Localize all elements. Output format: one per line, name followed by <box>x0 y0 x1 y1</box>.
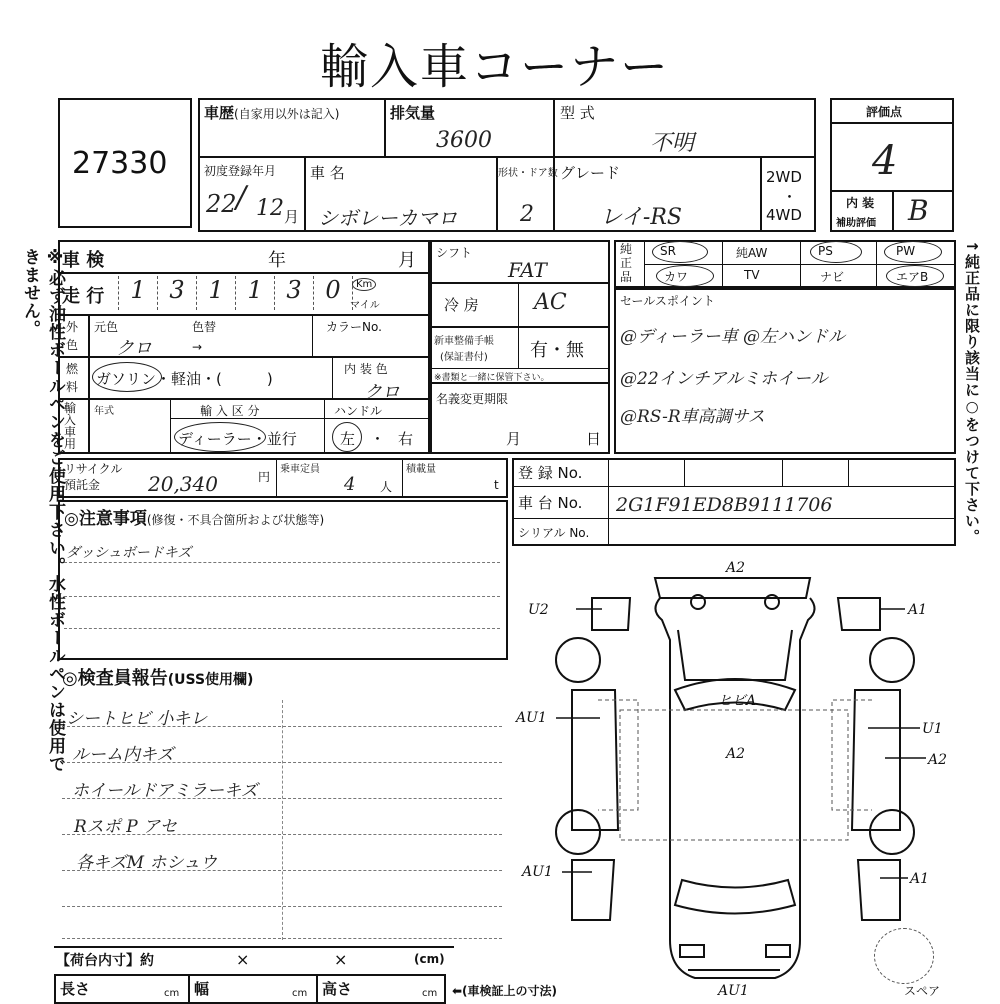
inspection-month-label: 月 <box>398 250 416 271</box>
recycle-unit: 円 <box>258 470 271 484</box>
cargo-x1: × <box>236 950 250 969</box>
name-change-label: 名義変更期限 <box>436 392 509 406</box>
genuine-circle <box>652 241 708 263</box>
handle-left-circle <box>332 422 362 452</box>
manual-label-1: 新車整備手帳 <box>434 336 494 347</box>
chassis-no-label: 車 台 No. <box>518 494 583 512</box>
handle-left: 左 <box>340 430 356 448</box>
ac-label: 冷 房 <box>444 296 479 314</box>
genuine-item: エアB <box>896 270 929 284</box>
car-name-value: シボレーカマロ <box>318 206 458 230</box>
import-year-label: 年式 <box>94 406 114 417</box>
inspector-item: ルーム内キズ <box>72 745 174 765</box>
model-value: 不明 <box>650 131 695 156</box>
sales-point-item: @RS-R車高調サス <box>620 407 765 427</box>
color-no-label: カラーNo. <box>326 320 382 334</box>
grade-label: グレード <box>560 164 621 182</box>
spare-label: スペア <box>904 984 941 998</box>
grade-value: レイ-RS <box>600 205 682 230</box>
mileage-digit: 1 <box>196 276 235 310</box>
dims-note: ⬅(車検証上の寸法) <box>452 984 558 998</box>
inspector-item: Rスポ P アセ <box>74 817 177 837</box>
left-side-note: ※必ず油性ボールペンをご使用下さい。水性ボールペンは使用できません。 <box>20 248 65 773</box>
first-registration-label: 初度登録年月 <box>204 164 277 178</box>
cargo-label: 【荷台内寸】約 <box>56 953 154 969</box>
dims-width: 幅 <box>194 980 210 998</box>
manual-note: ※書類と一緒に保管下さい。 <box>434 373 550 383</box>
interior-color-value: クロ <box>364 382 400 403</box>
handle-dot: ・ <box>370 430 386 448</box>
name-change-month: 月 <box>506 430 522 448</box>
capacity-unit: 人 <box>380 480 393 494</box>
diagram-label: U1 <box>922 721 943 737</box>
serial-no-label: シリアル No. <box>518 526 590 540</box>
mileage-digit: 3 <box>157 276 196 310</box>
exterior-color-value: クロ <box>116 338 152 359</box>
handle-label: ハンドル <box>334 404 383 418</box>
right-side-note: ↑純正品に限り該当に○をつけて下さい。 <box>963 240 981 545</box>
exterior-color-label-2: 色 <box>66 338 79 352</box>
diagram-label: A2 <box>726 746 746 762</box>
exterior-original-label: 元色 <box>94 320 119 334</box>
diagram-label: A2 <box>726 560 746 576</box>
interior-score-label-2: 補助評価 <box>836 218 876 229</box>
inspector-item: 各キズM ホシュウ <box>76 853 218 873</box>
registration-no-label: 登 録 No. <box>518 464 583 482</box>
genuine-circle <box>810 241 862 263</box>
model-label: 型 式 <box>560 104 595 122</box>
mileage-digit: 3 <box>274 276 313 310</box>
drive-2wd: 2WD <box>766 168 802 186</box>
diagram-label: U2 <box>528 602 549 618</box>
genuine-item: カワ <box>664 270 689 284</box>
sales-points-label: セールスポイント <box>620 294 715 308</box>
dims-length-cm: cm <box>164 988 180 999</box>
load-label: 積載量 <box>406 464 436 475</box>
interior-score-value: B <box>908 194 929 227</box>
mileage-unit-mile: マイル <box>350 300 380 311</box>
history-label: 車歴 <box>204 104 235 122</box>
genuine-item: ナビ <box>820 270 845 284</box>
inspection-label: 車 検 <box>62 250 105 271</box>
displacement-label: 排気量 <box>390 104 436 122</box>
interior-score-label-1: 内 装 <box>846 196 875 210</box>
exterior-arrow: → <box>192 340 203 354</box>
mileage-digit: 0 <box>313 276 353 310</box>
handle-right: 右 <box>398 430 414 448</box>
drive-4wd: 4WD <box>766 206 802 224</box>
score-label: 評価点 <box>866 105 903 119</box>
inspector-label: ◎検査員報告 <box>62 668 168 689</box>
inspector-item: シートヒビ 小キレ <box>66 709 208 729</box>
first-registration-slash: / <box>236 180 247 215</box>
genuine-item: PS <box>818 244 833 258</box>
name-change-day: 日 <box>586 430 602 448</box>
recycle-value: 20,340 <box>148 472 218 496</box>
diagram-label: ヒビA <box>718 693 757 709</box>
history-note: (自家用以外は記入) <box>234 107 340 121</box>
exterior-change-label: 色替 <box>192 320 217 334</box>
genuine-item: PW <box>896 244 916 258</box>
recycle-label-2: 預託金 <box>64 478 101 492</box>
import-division-label: 輸 入 区 分 <box>200 404 260 418</box>
dims-height-cm: cm <box>422 988 438 999</box>
dims-length: 長さ <box>60 980 91 998</box>
genuine-label: 純正品 <box>620 242 633 284</box>
inspection-year-label: 年 <box>268 250 286 271</box>
dims-width-cm: cm <box>292 988 308 999</box>
sheet-title: 輸入車コーナー <box>320 39 671 95</box>
genuine-item: SR <box>660 244 676 258</box>
genuine-circle <box>886 265 944 287</box>
drive-dot: ・ <box>782 188 798 206</box>
fuel-label-1: 燃 <box>66 362 79 376</box>
capacity-value: 4 <box>344 474 356 495</box>
inspector-sub: (USS使用欄) <box>167 672 254 688</box>
spare-tire-circle <box>874 928 934 984</box>
diagram-label: A1 <box>910 871 930 887</box>
import-division-options: ディーラー・並行 <box>178 430 297 448</box>
mileage-label: 走 行 <box>62 286 105 307</box>
diagram-label: AU1 <box>718 983 749 999</box>
genuine-circle <box>656 265 714 287</box>
body-doors-value: 2 <box>520 202 534 227</box>
ac-value: AC <box>534 290 567 315</box>
manual-value: 有・無 <box>530 340 584 361</box>
diagram-label: AU1 <box>522 864 553 880</box>
diagram-label: A2 <box>928 752 948 768</box>
mileage-digit: 1 <box>235 276 274 310</box>
mileage-digit: 1 <box>118 276 157 310</box>
displacement-value: 3600 <box>436 128 492 153</box>
import-label: 輸入車用 <box>64 401 77 451</box>
shift-value: FAT <box>508 258 547 282</box>
manual-label-2: (保証書付) <box>440 352 488 363</box>
cargo-x2: × <box>334 950 348 969</box>
notes-label: ◎注意事項 <box>64 509 147 529</box>
sales-point-item: @ディーラー車 @左ハンドル <box>620 327 846 347</box>
mileage-unit-km: Km <box>352 278 376 291</box>
diagram-label: AU1 <box>516 710 547 726</box>
capacity-label: 乗車定員 <box>280 464 320 475</box>
exterior-color-label-1: 外 <box>66 320 79 334</box>
notes-sub: (修復・不具合箇所および状態等) <box>146 513 325 527</box>
sales-point-item: @22インチアルミホイール <box>620 369 828 389</box>
recycle-label-1: リサイクル <box>64 462 123 476</box>
import-dealer-circle <box>174 422 266 452</box>
mileage-digits <box>118 276 353 310</box>
score-value: 4 <box>872 138 898 184</box>
diagram-label: A1 <box>908 602 928 618</box>
body-doors-label: 形状・ドア数 <box>498 168 558 179</box>
lot-number: 27330 <box>72 146 168 181</box>
first-registration-month-unit: 月 <box>284 208 300 226</box>
inspector-item: ホイールドアミラーキズ <box>72 781 258 801</box>
fuel-selected-circle <box>92 362 162 392</box>
load-unit: t <box>494 478 499 492</box>
fuel-options: ガソリン・軽油・( ) <box>96 370 273 388</box>
notes-item: ダッシュボードキズ <box>66 545 192 561</box>
genuine-item: 純AW <box>736 246 768 260</box>
chassis-no-value: 2G1F91ED8B9111706 <box>616 494 833 516</box>
interior-color-label: 内 装 色 <box>344 362 388 376</box>
genuine-item: TV <box>744 268 760 282</box>
shift-label: シフト <box>436 246 473 260</box>
cargo-unit: (cm) <box>414 952 445 966</box>
genuine-circle <box>884 241 942 263</box>
fuel-label-2: 料 <box>66 380 79 394</box>
dims-height: 高さ <box>322 980 353 998</box>
first-registration-month: 12 <box>256 196 284 221</box>
car-name-label: 車 名 <box>310 164 345 182</box>
first-registration-year: 22 <box>206 190 237 218</box>
